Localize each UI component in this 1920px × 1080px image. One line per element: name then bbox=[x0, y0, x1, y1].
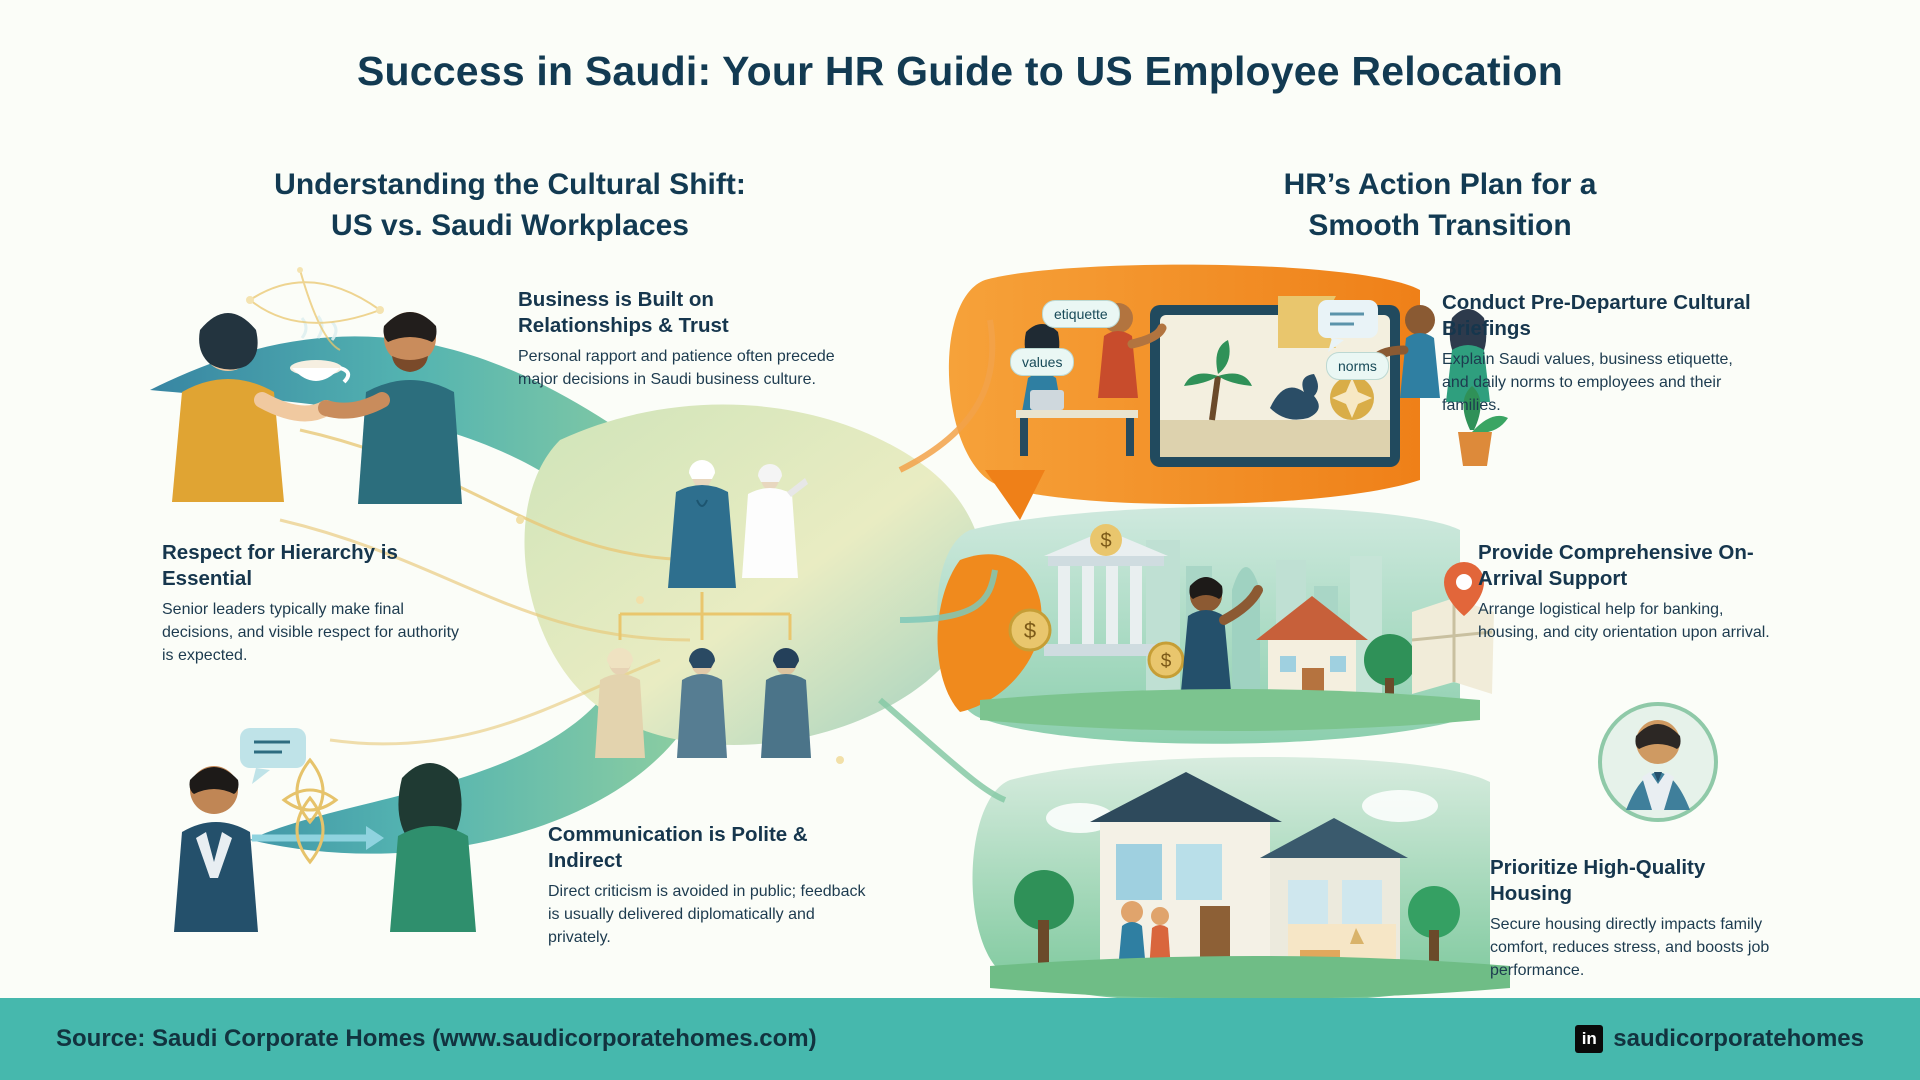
svg-text:$: $ bbox=[1023, 618, 1037, 643]
left-point-1-body: Personal rapport and patience often precede major decisions in Saudi business culture. bbox=[518, 348, 835, 389]
bubble-etiquette: etiquette bbox=[1042, 300, 1120, 328]
left-column-heading bbox=[150, 165, 870, 246]
right-heading-line-1: HR’s Action Plan for a bbox=[1283, 168, 1597, 201]
left-point-1 bbox=[518, 287, 848, 392]
right-point-2 bbox=[1478, 540, 1788, 645]
right-column-heading bbox=[1080, 165, 1800, 246]
right-point-2-title: Provide Comprehensive On-Arrival Support bbox=[1478, 541, 1754, 591]
left-heading-line-2: US vs. Saudi Workplaces bbox=[331, 208, 689, 242]
left-heading-line-1: Understanding the Cultural Shift: bbox=[274, 168, 746, 201]
left-point-3-title: Communication is Polite & Indirect bbox=[548, 823, 808, 873]
right-heading-line-2: Smooth Transition bbox=[1308, 208, 1572, 242]
right-point-2-body: Arrange logistical help for banking, housing, and city orientation upon arrival. bbox=[1478, 601, 1770, 642]
right-point-1-body: Explain Saudi values, business etiquette, and daily norms to employees and their families. bbox=[1442, 351, 1733, 414]
left-point-3-body: Direct criticism is avoided in public; feedback is usually delivered diplomatically and privately. bbox=[548, 883, 866, 946]
left-point-2-title: Respect for Hierarchy is Essential bbox=[162, 541, 398, 591]
right-point-1-title: Conduct Pre-Departure Cultural Briefings bbox=[1442, 291, 1751, 341]
right-point-3 bbox=[1490, 855, 1790, 983]
page-title: Success in Saudi: Your HR Guide to US Employee Relocation bbox=[357, 48, 1563, 94]
svg-text:$: $ bbox=[1160, 651, 1172, 672]
right-point-1 bbox=[1442, 290, 1752, 418]
footer-bar bbox=[0, 998, 1920, 1080]
left-point-2-body: Senior leaders typically make final decisions, and visible respect for authority is expected. bbox=[162, 601, 460, 664]
footer-social bbox=[1575, 1025, 1864, 1053]
bubble-values: values bbox=[1010, 348, 1074, 376]
left-point-1-title: Business is Built on Relationships & Trust bbox=[518, 288, 729, 338]
svg-text:$: $ bbox=[1100, 530, 1112, 552]
social-handle: saudicorporatehomes bbox=[1613, 1025, 1864, 1052]
right-point-3-body: Secure housing directly impacts family comfort, reduces stress, and boosts job performance. bbox=[1490, 916, 1770, 979]
bubble-norms: norms bbox=[1326, 352, 1389, 380]
source-text: Source: Saudi Corporate Homes (www.saudicorporatehomes.com) bbox=[56, 1025, 817, 1052]
employee-avatar-illustration bbox=[1600, 704, 1716, 820]
left-point-2 bbox=[162, 540, 462, 668]
left-point-3 bbox=[548, 822, 868, 950]
right-point-3-title: Prioritize High-Quality Housing bbox=[1490, 856, 1706, 906]
linkedin-icon[interactable]: in bbox=[1575, 1025, 1603, 1053]
